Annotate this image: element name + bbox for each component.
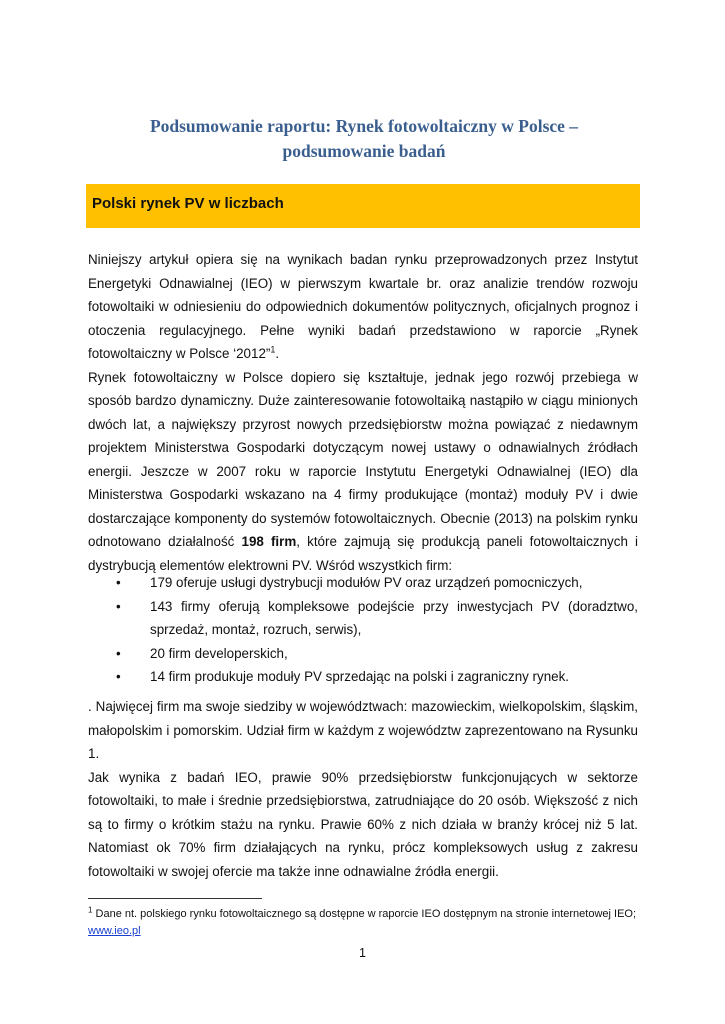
bullet-icon: • [116,645,121,661]
footnote-number: 1 [88,905,93,915]
list-item-text: 14 firm produkuje moduły PV sprzedając na polski i zagraniczny rynek. [150,669,570,684]
paragraph-regions: . Najwięcej firm ma swoje siedziby w województwach: mazowieckim, wielkopolskim, śląskim, małopolskim i pomorskim. Udział firm w każdym z województw zaprezentowano na Rysunku 1. [88,699,638,761]
firm-count-bold: 198 firm [241,534,297,549]
section-heading: Polski rynek PV w liczbach [86,184,640,228]
page-number: 1 [359,946,366,960]
body-block-1 [88,248,638,577]
paragraph-market [88,366,638,578]
bullet-icon: • [116,669,121,684]
footnote-text: Dane nt. polskiego rynku fotowoltaicznego są dostępne w raporcie IEO dostępnym na stronie internetowej IEO; [92,908,637,920]
list-item [88,595,638,642]
list-item [88,571,638,595]
paragraph-intro [88,248,638,366]
paragraph-market-text-b: , które zajmują się produkcją paneli fotowoltaicznych i dystrybucją elementów elektrowni PV. Wśród wszystkich firm: [88,534,639,573]
list-item-text: 179 oferuje usługi dystrybucji modułów PV oraz urządzeń pomocniczych, [150,575,583,590]
ieo-website-link[interactable]: www.ieo.pl [88,924,141,937]
footnote-divider [88,898,262,899]
footnote-reference: 1 [270,344,276,355]
firm-breakdown-list [88,571,638,689]
paragraph-intro-text: Niniejszy artykuł opiera się na wynikach badan rynku przeprowadzonych przez Instytut Energetyki Odnawialnej (IEO) w pierwszym kwartale br. oraz analizie trendów rozwoju fotowoltaiki w odniesieniu do odpowiednich dokumentów politycznych, oficjalnych prognoz i otoczenia regulacyjnego. Pełne wyniki badań przedstawiono w raporcie „Rynek fotowoltaiczny w Polsce ‘2012” [88,252,638,361]
paragraph-market-text-a: Rynek fotowoltaiczny w Polsce dopiero się kształtuje, jednak jego rozwój przebiega w sposób bardzo dynamiczny. Duże zainteresowanie fotowoltaiką nastąpiło w ciągu minionych dwóch lat, a największy przyrost nowych przedsiębiorstw można powiązać z niedawnym projektem Ministerstwa Gospodarki dotyczącym nowej ustawy o odnawialnych źródłach energii. Jeszcze w 2007 roku w raporcie Instytutu Energetyki Odnawialnej (IEO) dla Ministerstwa Gospodarki wskazano na 4 firmy produkujące (montaż) moduły PV i dwie dostarczające komponenty do systemów fotowoltaicznych. Obecnie (2013) na polskim rynku odnotowano działalność [88,369,638,549]
list-item-text: 20 firm developerskich, [150,645,288,661]
bullet-icon: • [116,575,121,590]
list-item [88,642,638,666]
title-line-2: podsumowanie badań [282,141,446,161]
body-block-2 [88,695,638,883]
bullet-icon: • [116,598,121,614]
page-title [88,114,640,164]
title-line-1: Podsumowanie raportu: Rynek fotowoltaiczny w Polsce – [149,116,579,136]
list-item [88,665,638,689]
footnote [88,906,638,939]
paragraph-company-size: Jak wynika z badań IEO, prawie 90% przedsiębiorstw funkcjonujących w sektorze fotowoltaiki, to małe i średnie przedsiębiorstwa, zatrudniające do 20 osób. Większość z nich są to firmy o krótkim stażu na rynku. Prawie 60% z nich działa w branży krócej niż 5 lat. Natomiast ok 70% firm działających na rynku, prócz kompleksowych usług z zakresu fotowoltaiki w swojej ofercie ma także inne odnawialne źródła energii. [88,769,638,879]
list-item-text: 143 firmy oferują kompleksowe podejście przy inwestycjach PV (doradztwo, sprzedaż, montaż, rozruch, serwis), [150,598,638,637]
paragraph-intro-end: . [275,346,280,361]
